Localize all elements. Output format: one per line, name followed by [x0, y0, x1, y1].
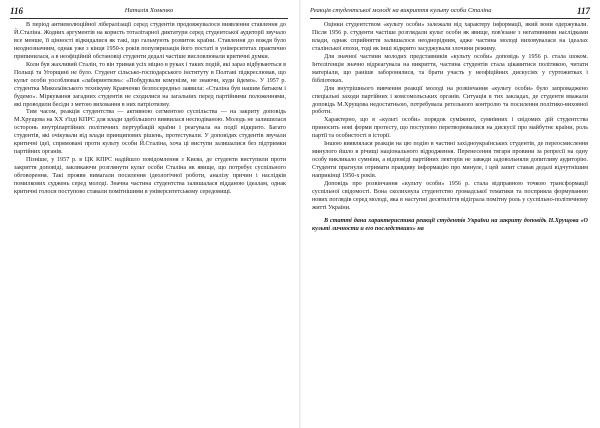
right-running-head [310, 5, 590, 17]
right-header-rule [310, 18, 590, 19]
right-body-text [312, 22, 588, 422]
left-paragraph: В період антиеволюційної лібералізації серед студентів продовжувалося виявлення ставлення до Й.Сталіна. Жодних аргументів на користь тоталітарної диктатури серед студентської аудиторії звучало все менше, її цінності відкидалися як такі, що гальмують розвиток країни. Ставлення до вождя було неоднозначним, однак уже з кінця 1950-х років популяризація його постаті в університетах практично припинилася, а в неофіційній обстановці студенти дедалі частіше висловлювали критичні думки. [14, 22, 286, 60]
right-paragraph: Оцінки студентством «культу особи» залежали від характеру інформації, який вони одержували. Після 1956 р. студенти частіше розглядали культ особи як явище, пов'язане з негативними наслідками влади, однак сприйняття залишалося неоднорідним, адже частина молоді виховувалася на ідеалах сталінської епохи, тоді як інші відкрито засуджували злочини режиму. [312, 22, 588, 52]
right-paragraph: Для значної частини молодих представників «культу особи» доповідь у 1956 р. стала шоком. Інтелігенція значно відреагувала на викриття, частина студентів стала цікавитися політикою, читати матеріали, що раніше заборонялися, та брати участь у неофіційних дискусіях у гуртожитках і бібліотеках. [312, 53, 588, 84]
right-page [300, 0, 600, 428]
left-page-number: 116 [10, 6, 24, 16]
left-paragraph: Тим часом, реакція студентства — активною сегментою суспільства — на закриту доповідь М.Хрущова на ХХ з'їзді КПРС для влади здебільшого виявилася несподіваною. Молодь не залишилася осторонь внутріпартійних політичних пертурбацій країни і реагувала на події відкрито. Багато студентів, які очікували від влади принципових рішень, протестували. У доповідях студентів звучали критичні ідеї, спрямовані проти культу особи Й.Сталіна, хоча ці виступи залишалися без підтримки партійних органів. [14, 109, 286, 156]
right-page-number: 117 [576, 6, 590, 16]
left-running-title: Наталія Хоменко [124, 7, 174, 14]
right-paragraph: Характерно, що в «культі особи» порядок суміжних, сумнівних і свідомих дій студентства приносить нові форми протесту, що поступово перетворювалися на дискусії про майбутнє країни, роль партії та особистості в історії. [312, 117, 588, 140]
right-paragraph: Іншою виявлялася реакція на цю подію в частині західноукраїнських студентів, де переосмислення минулого йшло в річищі національного відродження. Перенесення тягаря провини за репресії на одну особу викликало сумніви, а відповіді партійних лекторів не завжди задовольняли допитливу аудиторію. Студенти прагнули отримати правдиву інформацію про минуле, і цей запит ставав дедалі відчутнішим наприкінці 1950-х років. [312, 141, 588, 180]
right-running-title: Реакція студентської молоді на викриття культу особи Сталіна [310, 7, 492, 14]
left-paragraph: Коли був жахливий Сталін, то він тримав усіх міцно в руках і таких подій, які зараз відбуваються в Польщі та Угорщині не було. Студент сільсько-господарського інституту в Полтаві підкреслював, що культ особи уособлював «лабиринтизм»: «Побудували комунізм, не знаючи, куди йдемо». У 1957 р. студентка Миколаївського технікуму Кравченко безпосередньо заявила: «Сталіна був нашим батьком і будемо». Міркування загадних студентів не сходилися на загальних перед партійними положеннями, які проводили бесіди з метою виховання в них патріотизму. [14, 61, 286, 108]
right-paragraph: Доповідь про розвінчання «культу особи» 1956 р. стала відправною точкою трансформації суспільної свідомості. Вона сколихнула студентство громадської тематики та посприяла формуванню нових поглядів серед молоді, яка в наступні десятиліття відіграла помітну роль у суспільно-політичному житті України. [312, 181, 588, 211]
left-header-rule [10, 18, 288, 19]
left-paragraph: Пізніше, у 1957 р. в ЦК КПРС надійшло повідомлення з Києва, де студенти виступили проти закриття доповіді, закликаючи розглянути культ особи Сталіна як явище, що потребує суспільного обговорення. Такі прояви вимагали посилення ідеологічної роботи, аналізу причин і наслідків помилкових суджень серед молоді. Значна частина студентства залишалася відданою ідеалам, однак критичні голоси поступово ставали помітнішими в університетському середовищі. [14, 157, 286, 196]
left-running-head [10, 5, 288, 17]
left-body-text [14, 22, 286, 422]
right-paragraph: Для внутрішнього вивчення реакції молоді на розвінчання «культу особи» було запроваджено спеціальні заходи партійних і комсомольських органів. Ситуація в тих закладах, де студенти вважали доповідь М.Хрущова недостатньою, потребувала ретельного контролю та посилення політико-виховної роботи. [312, 85, 588, 116]
abstract-note: В статті дана характеристика реакції студентів України на закриту доповідь Н.Хрущова «О культі личности и его последствиях» на [312, 217, 588, 232]
